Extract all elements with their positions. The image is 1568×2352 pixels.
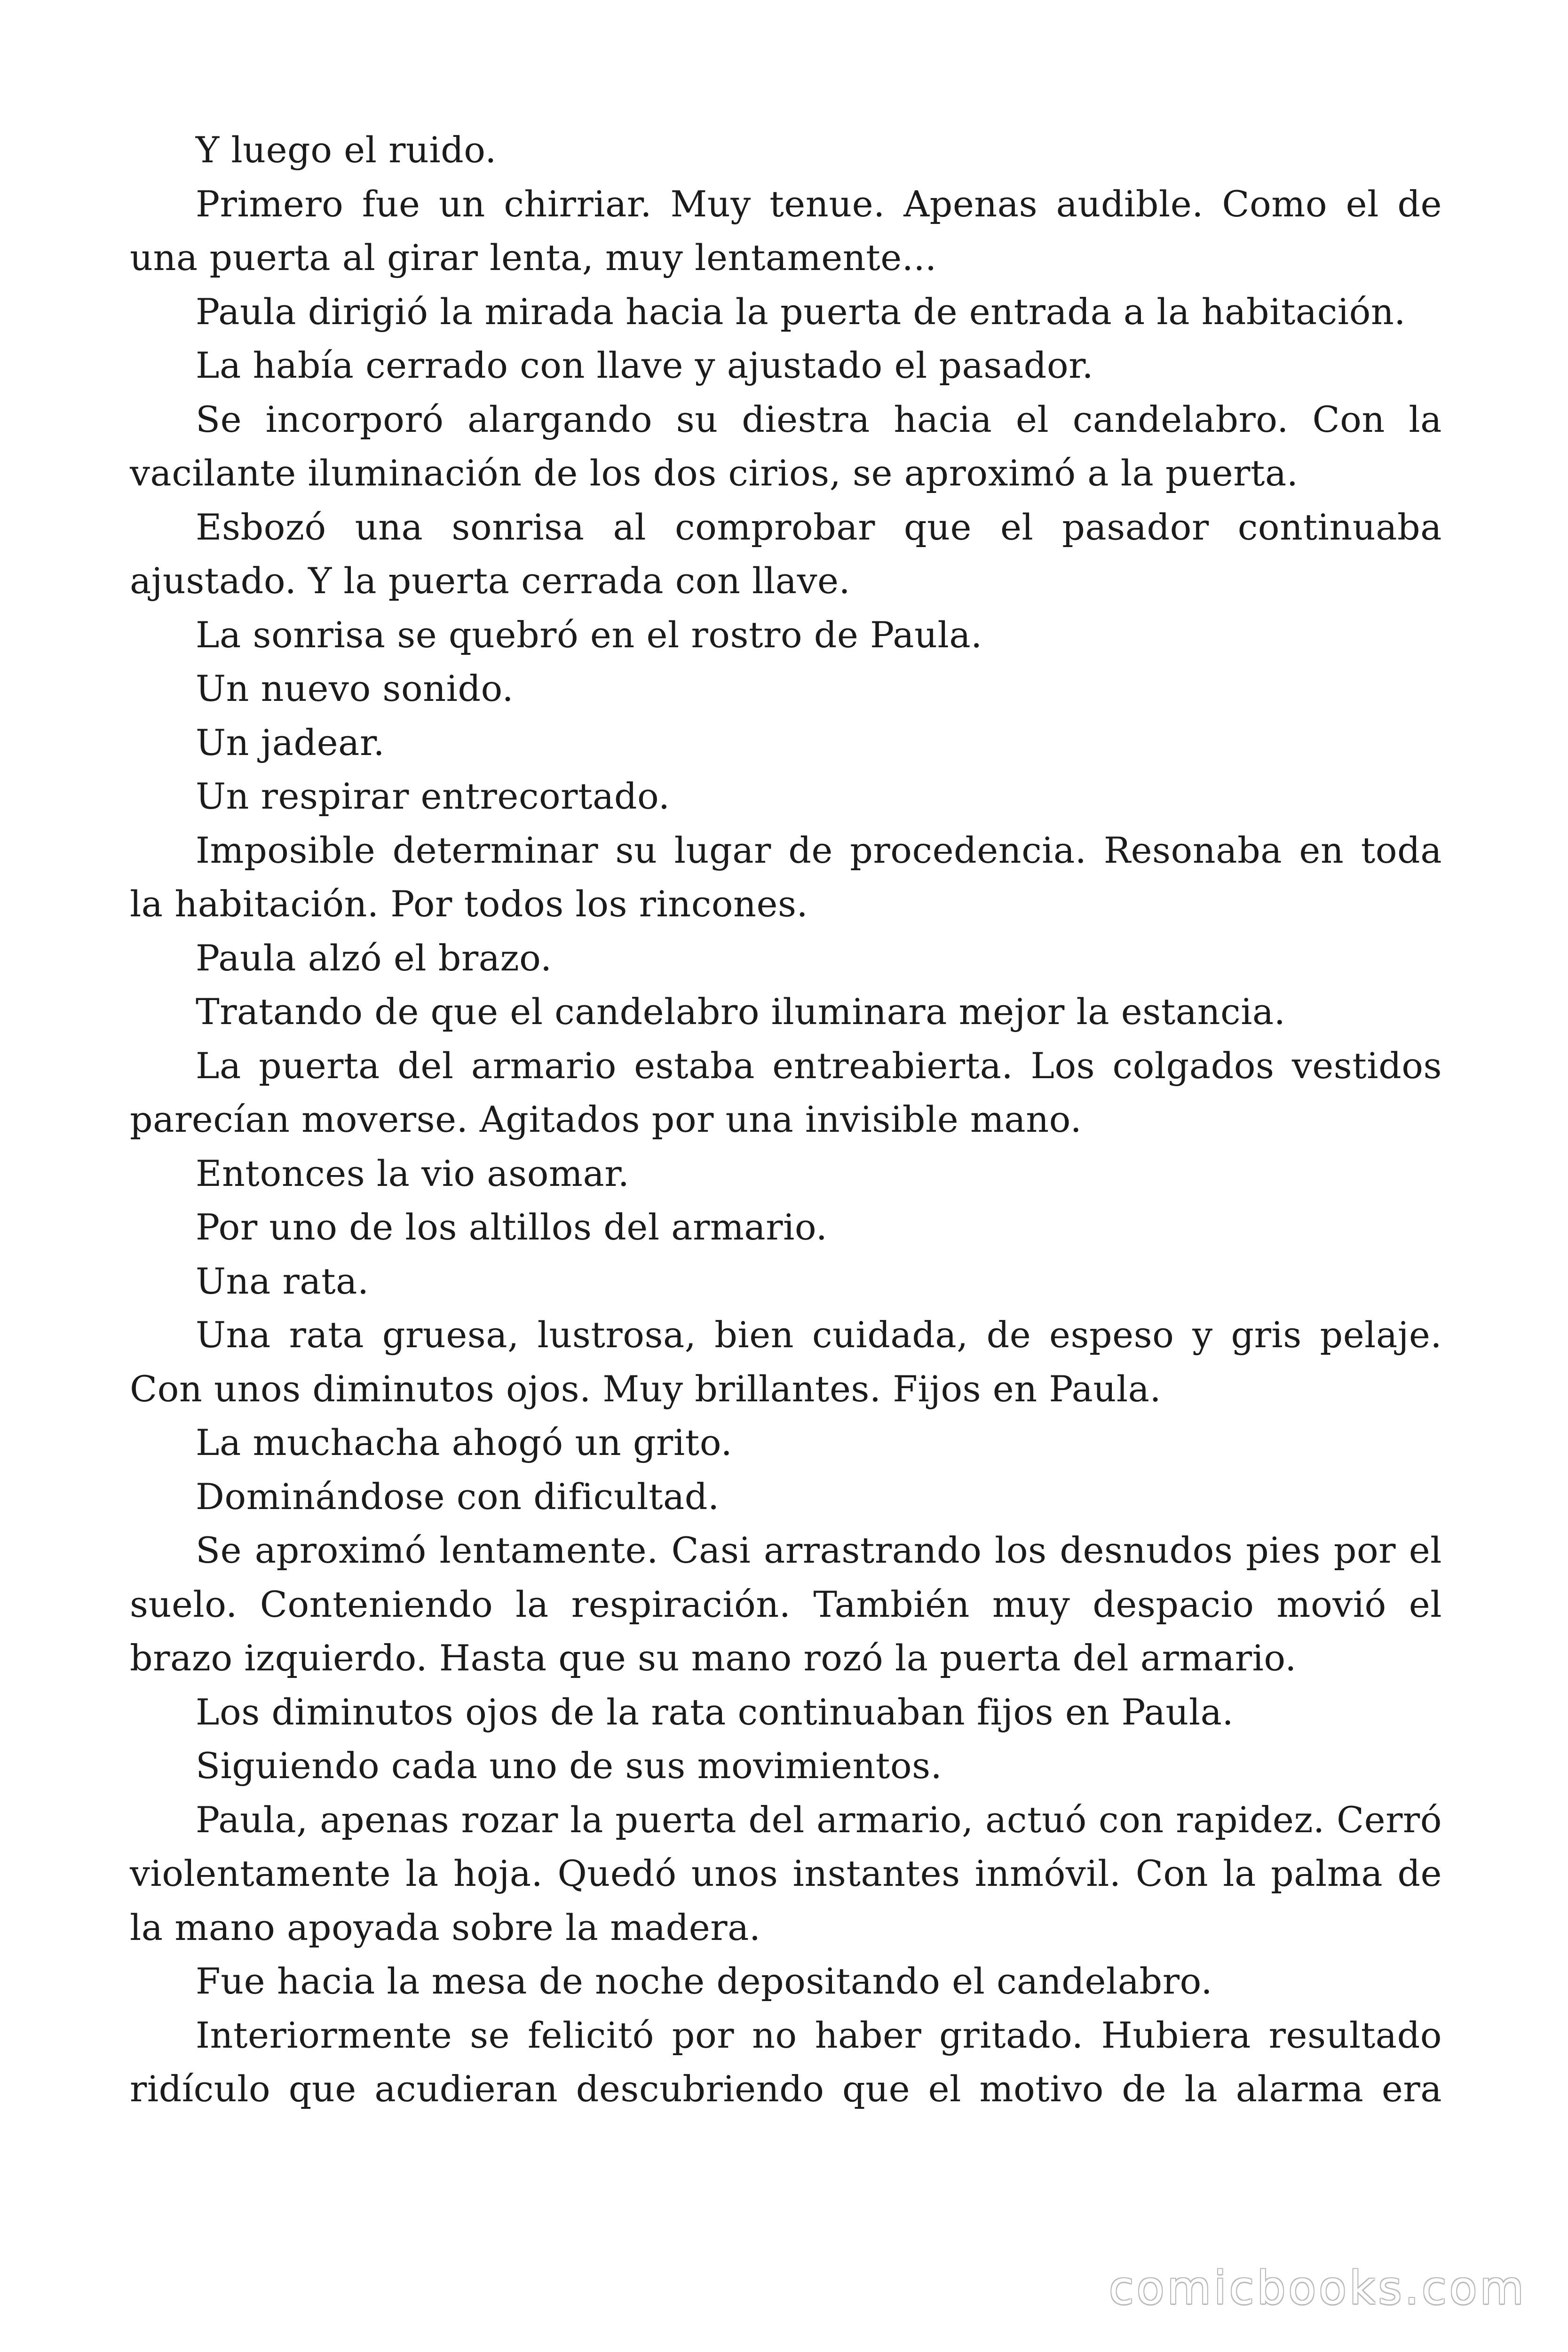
paragraph: Un jadear. [196,721,385,763]
paragraph: Una rata. [196,1260,369,1302]
paragraph: Por uno de los altillos del armario. [196,1206,828,1248]
paragraph: Imposible determinar su lugar de procedencia. Resonaba en toda la habitación. Por todos los rincones. [130,829,1442,925]
paragraph: Un nuevo sonido. [196,667,514,709]
paragraph: Paula, apenas rozar la puerta del armario, actuó con rapidez. Cerró violentamente la hoja. Quedó unos instantes inmóvil. Con la palma de la mano apoyada sobre la madera. [130,1798,1442,1948]
paragraph: Se incorporó alargando su diestra hacia el candelabro. Con la vacilante iluminación de los dos cirios, se aproximó a la puerta. [130,398,1442,494]
paragraph: Tratando de que el candelabro iluminara mejor la estancia. [196,991,1286,1033]
watermark: comicbooks.com [1109,2262,1527,2314]
paragraph: La había cerrado con llave y ajustado el pasador. [196,344,1094,386]
paragraph: Paula alzó el brazo. [196,937,552,979]
paragraph: Primero fue un chirriar. Muy tenue. Apenas audible. Como el de una puerta al girar lenta, muy lentamente... [130,183,1442,278]
paragraph: Siguiendo cada uno de sus movimientos. [196,1745,942,1787]
paragraph: Los diminutos ojos de la rata continuaban fijos en Paula. [196,1691,1234,1733]
paragraph: Esbozó una sonrisa al comprobar que el pasador continuaba ajustado. Y la puerta cerrada con llave. [130,506,1442,602]
paragraph: Un respirar entrecortado. [196,775,670,817]
paragraph: Paula dirigió la mirada hacia la puerta de entrada a la habitación. [196,290,1406,333]
page-body [130,123,1442,2116]
paragraph: Se aproximó lentamente. Casi arrastrando los desnudos pies por el suelo. Conteniendo la respiración. También muy despacio movió el brazo izquierdo. Hasta que su mano rozó la puerta del armario. [130,1529,1442,1679]
paragraph: Fue hacia la mesa de noche depositando el candelabro. [196,1960,1213,2002]
paragraph: Dominándose con dificultad. [196,1475,720,1518]
paragraph: Y luego el ruido. [196,129,497,171]
paragraph: La muchacha ahogó un grito. [196,1422,733,1463]
paragraph: La puerta del armario estaba entreabierta. Los colgados vestidos parecían moverse. Agitados por una invisible mano. [130,1044,1442,1140]
paragraph: La sonrisa se quebró en el rostro de Paula. [196,613,982,656]
paragraph: Entonces la vio asomar. [196,1152,630,1194]
paragraph: Interiormente se felicitó por no haber gritado. Hubiera resultado ridículo que acudieran descubriendo que el motivo de la alarma era [130,2014,1442,2110]
paragraph: Una rata gruesa, lustrosa, bien cuidada, de espeso y gris pelaje. Con unos diminutos ojos. Muy brillantes. Fijos en Paula. [130,1314,1442,1410]
